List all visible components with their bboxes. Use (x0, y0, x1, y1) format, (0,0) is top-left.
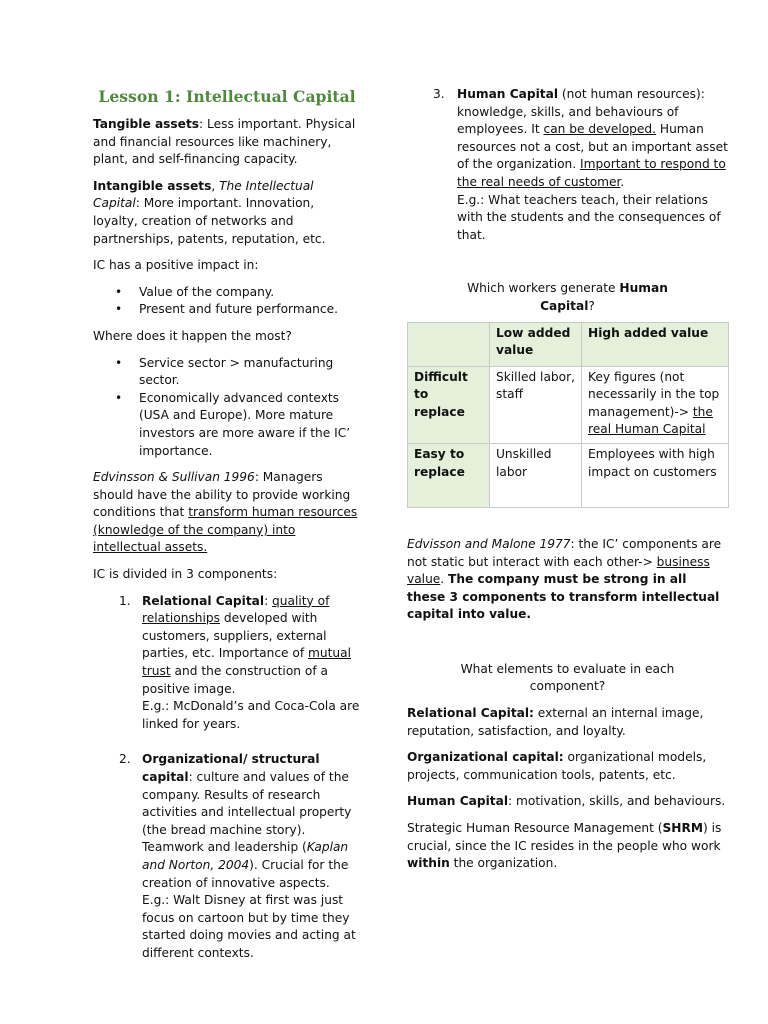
evaluation-organizational: Organizational capital: organizational models, projects, communication tools, patents, etc. (407, 750, 707, 782)
list-item: • Present and future performance. (93, 301, 361, 319)
row-label-easy: Easy to replace (408, 443, 490, 507)
intangible-assets-paragraph: Intangible assets, The Intellectual Capital: More important. Innovation, loyalty, creation of networks and partnerships, patents, reputation, etc. (93, 178, 326, 246)
table-cell: Skilled labor, staff (490, 366, 582, 443)
right-column (407, 86, 728, 882)
list-item: • Economically advanced contexts (USA and Europe). More mature investors are more aware if the IC’ importance. (93, 390, 361, 460)
organizational-example: E.g.: Walt Disney at first was just focus on cartoon but by time they started doing movies and acting at different contexts. (142, 893, 356, 960)
evaluation-human: Human Capital: motivation, skills, and behaviours. (407, 794, 726, 809)
tangible-assets-label: Tangible assets (93, 117, 200, 131)
human-capital-item: 3. Human Capital (not human resources): knowledge, skills, and behaviours of employees. It can be developed. Human resources not a cost, but an important asset of the organization. Important to respond to the real needs of customer. E.g.: What teachers teach, their relations with the students and the consequences of that. (407, 86, 728, 244)
question-human-capital: Which workers generate Human Capital? (467, 281, 668, 313)
table-cell: Employees with high impact on customers (582, 443, 729, 507)
table-row (408, 322, 729, 366)
table-cell (408, 322, 490, 366)
list-item: • Value of the company. (93, 284, 361, 302)
evaluation-relational: Relational Capital: external an internal image, reputation, satisfaction, and loyalty. (407, 706, 704, 738)
intangible-assets-label: Intangible assets (93, 178, 212, 193)
relational-example: E.g.: McDonald’s and Coca-Cola are linked for years. (142, 699, 360, 731)
left-column (93, 86, 361, 963)
where-intro: Where does it happen the most? (93, 328, 292, 343)
components-intro: IC is divided in 3 components: (93, 567, 278, 582)
impact-list (93, 284, 361, 319)
edvinsson-sullivan-paragraph: Edvinsson & Sullivan 1996: Managers should have the ability to provide working conditions that transform human resources (knowledge of the company) into intellectual assets. (93, 470, 358, 555)
tangible-assets-paragraph: Tangible assets: Less important. Physical and financial resources like machinery, plant, and self-financing capacity. (93, 117, 356, 167)
table-header-low: Low added value (490, 322, 582, 366)
human-capital-example: E.g.: What teachers teach, their relations with the students and the consequences of that. (457, 192, 721, 242)
page-title: Lesson 1: Intellectual Capital (98, 87, 356, 106)
organizational-capital-item: 2. Organizational/ structural capital: culture and values of the company. Results of research activities and intellectual property (the bread machine story). Teamwork and leadership (Kaplan and Norton, 2004). Crucial for the creation of innovative aspects. E.g.: Walt Disney at first was just focus on cartoon but by time they started doing movies and acting at different contexts. (93, 751, 361, 962)
edvisson-malone-paragraph: Edvisson and Malone 1977: the IC’ components are not static but interact with each other-> business value. The company must be strong in all these 3 components to transform intellectual capital into value. (407, 536, 722, 622)
table-row (408, 443, 729, 507)
question-elements: What elements to evaluate in each component? (460, 661, 675, 694)
table-header-high: High added value (582, 322, 729, 366)
relational-capital-item: 1. Relational Capital: quality of relationships developed with customers, suppliers, external parties, etc. Importance of mutual trust and the construction of a positive image. E.g.: McDonald’s and Coca-Cola are linked for years. (93, 593, 361, 734)
table-cell: Key figures (not necessarily in the top management)-> the real Human Capital (582, 366, 729, 443)
where-list (93, 355, 361, 461)
table-cell: Unskilled labor (490, 443, 582, 507)
workers-table (407, 322, 729, 508)
list-item: • Service sector > manufacturing sector. (93, 355, 361, 390)
impact-intro: IC has a positive impact in: (93, 258, 259, 273)
table-row (408, 366, 729, 443)
shrm-paragraph: Strategic Human Resource Management (SHRM) is crucial, since the IC resides in the people who work within the organization. (407, 821, 722, 871)
row-label-difficult: Difficult to replace (408, 366, 490, 443)
